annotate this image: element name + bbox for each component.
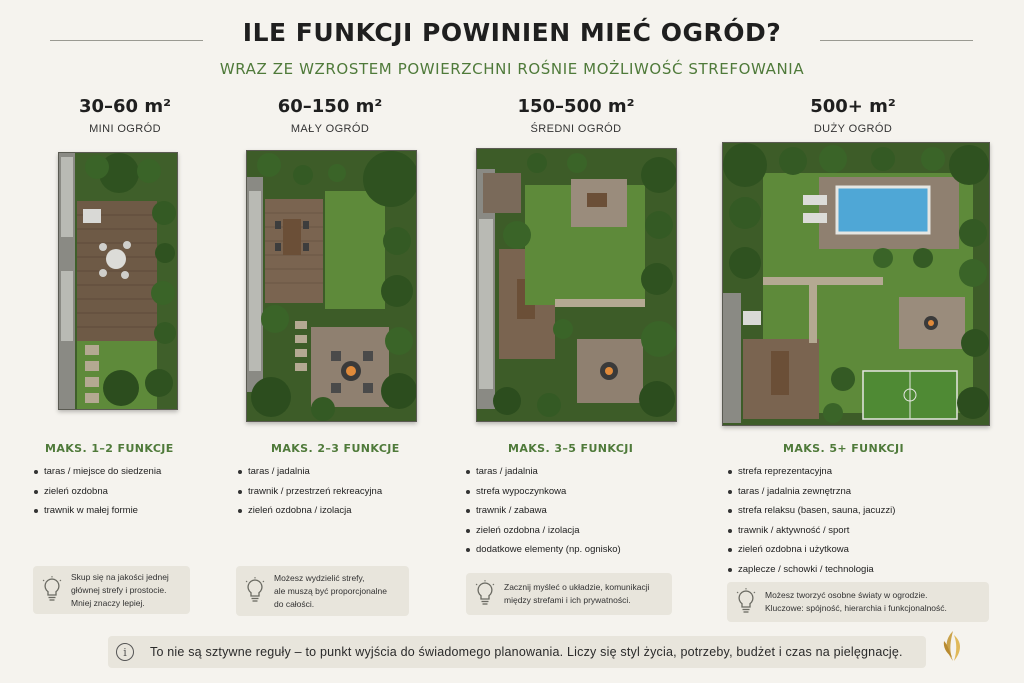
lightbulb-icon xyxy=(735,588,757,616)
garden-plan-medium-image xyxy=(476,148,677,422)
list-item: zaplecze / schowki / technologia xyxy=(728,560,895,580)
tip-box xyxy=(236,566,409,616)
area-label: 500+ m² xyxy=(810,96,896,117)
column-mini xyxy=(40,96,210,135)
function-list xyxy=(238,462,382,521)
title-divider-right xyxy=(820,40,973,41)
area-label: 60–150 m² xyxy=(277,96,383,117)
list-item: taras / jadalnia xyxy=(238,462,382,482)
max-functions-label: MAKS. 3–5 FUNKCJI xyxy=(508,442,634,455)
function-list xyxy=(466,462,621,560)
max-functions-label: MAKS. 1–2 FUNKCJE xyxy=(45,442,174,455)
lightbulb-icon xyxy=(474,580,496,608)
footer-text: To nie są sztywne reguły – to punkt wyjścia do świadomego planowania. Liczy się styl życia, potrzeby, budżet i czas na pielęgnację. xyxy=(150,645,903,659)
function-list xyxy=(728,462,895,579)
page-subtitle: WRAZ ZE WZROSTEM POWIERZCHNI ROŚNIE MOŻLIWOŚĆ STREFOWANIA xyxy=(219,60,805,78)
max-functions-label: MAKS. 2–3 FUNKCJE xyxy=(271,442,400,455)
tip-box xyxy=(466,573,672,615)
list-item: trawnik w małej formie xyxy=(34,501,161,521)
garden-plan-large-image xyxy=(722,142,990,426)
list-item: taras / jadalnia zewnętrzna xyxy=(728,482,895,502)
column-medium xyxy=(491,96,661,135)
tip-text: Możesz wydzielić strefy, ale muszą być proporcjonalne do całości. xyxy=(274,572,387,609)
garden-plan-mini-image xyxy=(58,152,178,410)
header xyxy=(0,18,1024,47)
list-item: trawnik / zabawa xyxy=(466,501,621,521)
area-label: 30–60 m² xyxy=(78,96,171,117)
tip-text: Możesz tworzyć osobne światy w ogrodzie. Kluczowe: spójność, hierarchia i funkcjonalność. xyxy=(765,590,947,613)
size-label: DUŻY OGRÓD xyxy=(813,123,893,135)
list-item: taras / miejsce do siedzenia xyxy=(34,462,161,482)
column-large xyxy=(768,96,938,135)
list-item: dodatkowe elementy (np. ognisko) xyxy=(466,540,621,560)
max-functions-label: MAKS. 5+ FUNKCJI xyxy=(783,442,904,455)
page-title: ILE FUNKCJI POWINIEN MIEĆ OGRÓD? xyxy=(242,18,782,47)
lightbulb-icon xyxy=(244,577,266,605)
tip-box xyxy=(33,566,190,614)
list-item: zieleń ozdobna i użytkowa xyxy=(728,540,895,560)
list-item: zieleń ozdobna xyxy=(34,482,161,502)
column-small xyxy=(245,96,415,135)
lightbulb-icon xyxy=(41,576,63,604)
title-divider-left xyxy=(50,40,203,41)
footer-note xyxy=(108,636,926,668)
tip-text: Skup się na jakości jednej głównej strefy i prostocie. Mniej znaczy lepiej. xyxy=(71,571,169,608)
brand-logo-icon xyxy=(940,629,966,663)
tip-box xyxy=(727,582,989,622)
tip-text: Zacznij myśleć o układzie, komunikacji między strefami i ich prywatności. xyxy=(504,582,650,605)
function-list xyxy=(34,462,161,521)
list-item: trawnik / przestrzeń rekreacyjna xyxy=(238,482,382,502)
info-icon: i xyxy=(116,643,134,661)
area-label: 150–500 m² xyxy=(517,96,635,117)
size-label: MINI OGRÓD xyxy=(89,123,161,135)
list-item: zieleń ozdobna / izolacja xyxy=(238,501,382,521)
garden-plan-small-image xyxy=(246,150,417,422)
list-item: strefa wypoczynkowa xyxy=(466,482,621,502)
list-item: trawnik / aktywność / sport xyxy=(728,521,895,541)
list-item: taras / jadalnia xyxy=(466,462,621,482)
list-item: strefa reprezentacyjna xyxy=(728,462,895,482)
size-label: MAŁY OGRÓD xyxy=(290,123,370,135)
list-item: zieleń ozdobna / izolacja xyxy=(466,521,621,541)
list-item: strefa relaksu (basen, sauna, jacuzzi) xyxy=(728,501,895,521)
size-label: ŚREDNI OGRÓD xyxy=(530,123,622,135)
